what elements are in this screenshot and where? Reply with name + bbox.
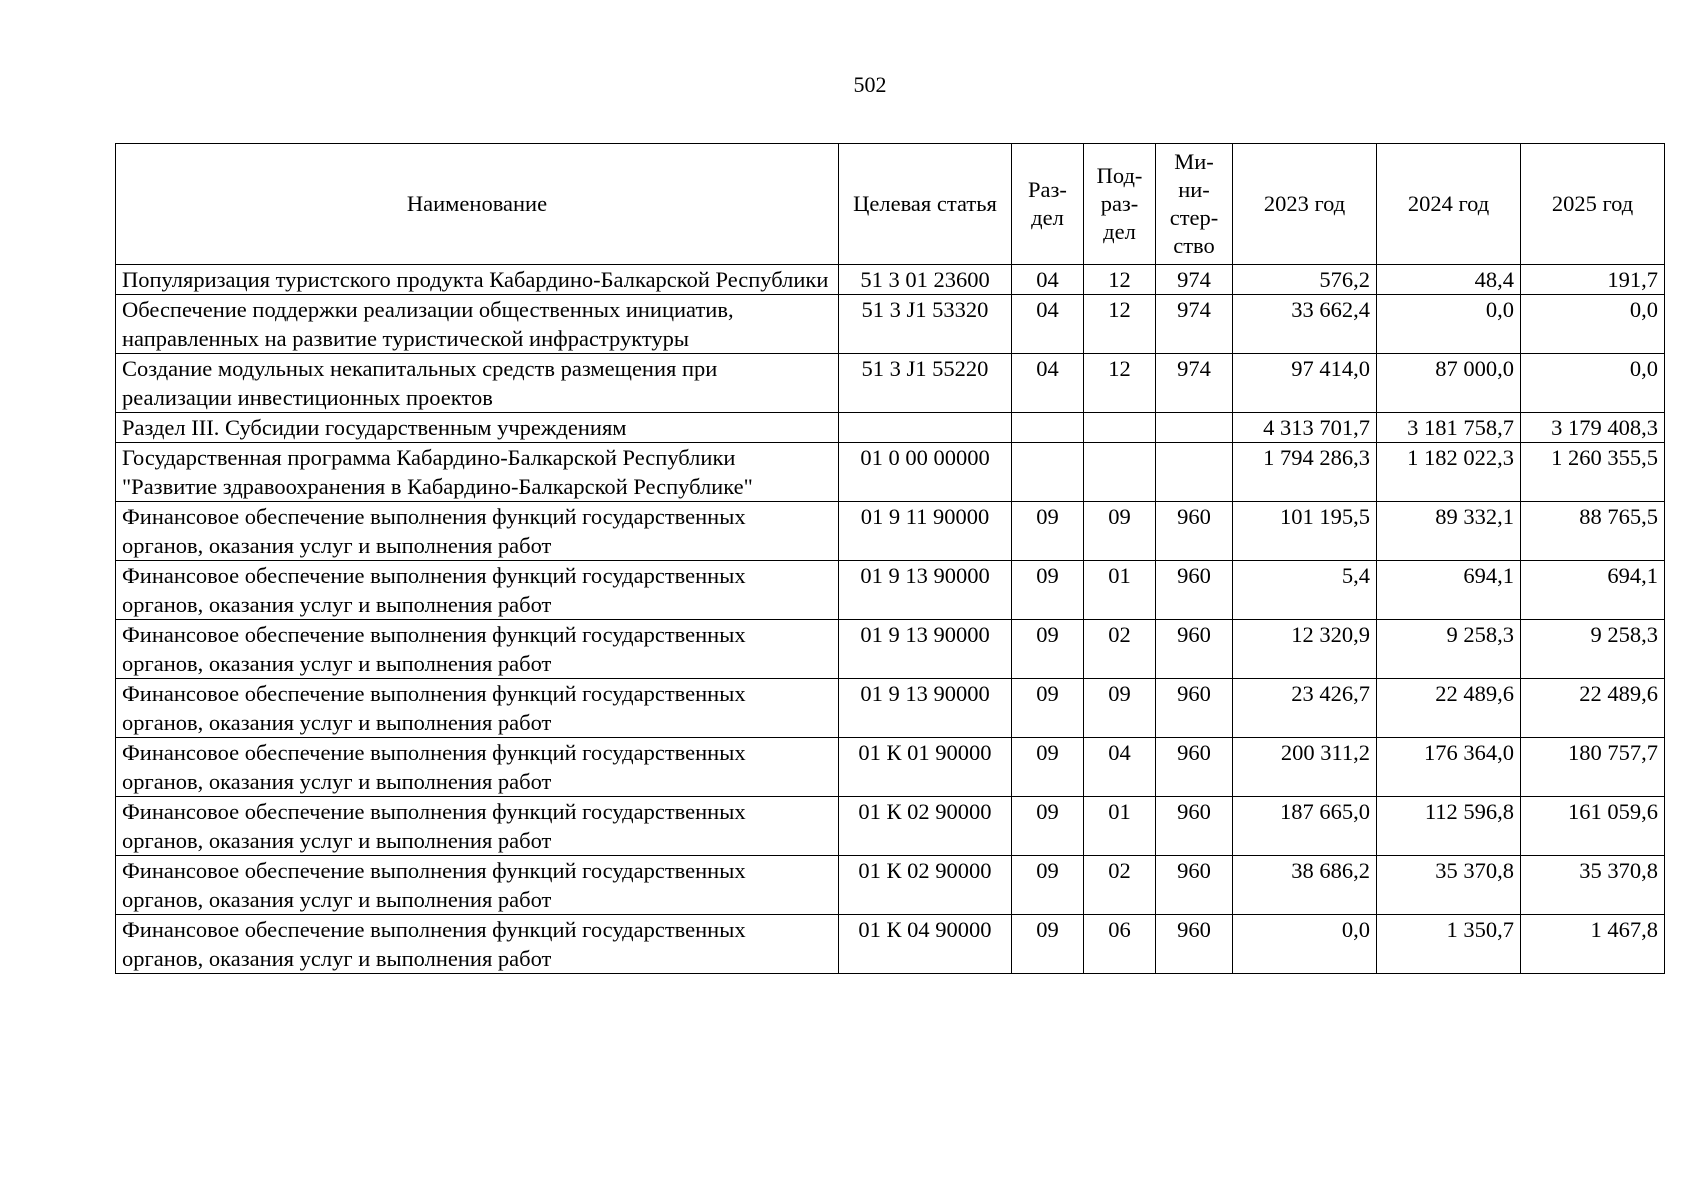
cell-name: Раздел III. Субсидии государственным учреждениям: [116, 413, 839, 443]
cell-ministry: 960: [1156, 679, 1233, 738]
cell-year-2023: 187 665,0: [1233, 797, 1377, 856]
cell-year-2024: 89 332,1: [1377, 502, 1521, 561]
cell-razdel: 09: [1012, 502, 1084, 561]
table-row: [116, 295, 1665, 354]
cell-year-2024: 22 489,6: [1377, 679, 1521, 738]
page-number: 502: [853, 72, 887, 97]
cell-year-2024: 3 181 758,7: [1377, 413, 1521, 443]
header-razdel: Раз-дел: [1012, 144, 1084, 265]
cell-code: 01 0 00 00000: [839, 443, 1012, 502]
cell-code: 51 3 J1 55220: [839, 354, 1012, 413]
cell-code: 01 9 13 90000: [839, 679, 1012, 738]
cell-razdel: 09: [1012, 915, 1084, 974]
cell-ministry: 974: [1156, 354, 1233, 413]
cell-razdel: 09: [1012, 797, 1084, 856]
cell-year-2025: 88 765,5: [1521, 502, 1665, 561]
cell-year-2024: 112 596,8: [1377, 797, 1521, 856]
cell-code: 01 К 01 90000: [839, 738, 1012, 797]
cell-razdel: 09: [1012, 738, 1084, 797]
cell-razdel: 04: [1012, 265, 1084, 295]
cell-year-2024: 1 350,7: [1377, 915, 1521, 974]
cell-razdel: 09: [1012, 856, 1084, 915]
table-row: [116, 354, 1665, 413]
cell-year-2024: 1 182 022,3: [1377, 443, 1521, 502]
cell-code: 51 3 01 23600: [839, 265, 1012, 295]
cell-code: 01 9 11 90000: [839, 502, 1012, 561]
cell-ministry: 960: [1156, 561, 1233, 620]
header-year-2023: 2023 год: [1233, 144, 1377, 265]
table-row: [116, 413, 1665, 443]
cell-year-2024: 87 000,0: [1377, 354, 1521, 413]
cell-podrazdel: 06: [1084, 915, 1156, 974]
cell-name: Финансовое обеспечение выполнения функций государственных органов, оказания услуг и выполнения работ: [116, 915, 839, 974]
header-year-2024: 2024 год: [1377, 144, 1521, 265]
header-code: Целевая статья: [839, 144, 1012, 265]
cell-code: 01 9 13 90000: [839, 620, 1012, 679]
table-row: [116, 443, 1665, 502]
cell-year-2024: 694,1: [1377, 561, 1521, 620]
cell-year-2025: 180 757,7: [1521, 738, 1665, 797]
cell-razdel: [1012, 413, 1084, 443]
cell-year-2023: 38 686,2: [1233, 856, 1377, 915]
header-ministry: Ми-ни-стер-ство: [1156, 144, 1233, 265]
table-row: [116, 679, 1665, 738]
cell-podrazdel: 12: [1084, 295, 1156, 354]
cell-podrazdel: 09: [1084, 502, 1156, 561]
cell-year-2025: 1 467,8: [1521, 915, 1665, 974]
cell-name: Финансовое обеспечение выполнения функций государственных органов, оказания услуг и выполнения работ: [116, 679, 839, 738]
cell-razdel: 09: [1012, 561, 1084, 620]
cell-podrazdel: 04: [1084, 738, 1156, 797]
cell-year-2025: 35 370,8: [1521, 856, 1665, 915]
cell-podrazdel: [1084, 443, 1156, 502]
cell-name: Финансовое обеспечение выполнения функций государственных органов, оказания услуг и выполнения работ: [116, 797, 839, 856]
cell-razdel: 09: [1012, 679, 1084, 738]
cell-year-2023: 97 414,0: [1233, 354, 1377, 413]
cell-name: Популяризация туристского продукта Кабардино-Балкарской Республики: [116, 265, 839, 295]
cell-ministry: [1156, 443, 1233, 502]
table-row: [116, 502, 1665, 561]
cell-year-2023: 4 313 701,7: [1233, 413, 1377, 443]
table-row: [116, 561, 1665, 620]
cell-ministry: 974: [1156, 265, 1233, 295]
cell-year-2023: 200 311,2: [1233, 738, 1377, 797]
cell-year-2023: 33 662,4: [1233, 295, 1377, 354]
cell-razdel: 09: [1012, 620, 1084, 679]
table-row: [116, 797, 1665, 856]
cell-ministry: 960: [1156, 797, 1233, 856]
cell-name: Финансовое обеспечение выполнения функций государственных органов, оказания услуг и выполнения работ: [116, 738, 839, 797]
cell-year-2025: 161 059,6: [1521, 797, 1665, 856]
cell-year-2024: 48,4: [1377, 265, 1521, 295]
table-row: [116, 915, 1665, 974]
cell-name: Государственная программа Кабардино-Балкарской Республики "Развитие здравоохранения в Кабардино-Балкарской Республике": [116, 443, 839, 502]
table-row: [116, 856, 1665, 915]
cell-razdel: 04: [1012, 354, 1084, 413]
cell-ministry: 960: [1156, 738, 1233, 797]
cell-year-2025: 0,0: [1521, 295, 1665, 354]
header-podrazdel: Под-раз-дел: [1084, 144, 1156, 265]
cell-code: 51 3 J1 53320: [839, 295, 1012, 354]
cell-year-2025: 9 258,3: [1521, 620, 1665, 679]
cell-podrazdel: [1084, 413, 1156, 443]
cell-year-2023: 576,2: [1233, 265, 1377, 295]
cell-ministry: 960: [1156, 502, 1233, 561]
cell-year-2025: 191,7: [1521, 265, 1665, 295]
cell-year-2023: 101 195,5: [1233, 502, 1377, 561]
table-row: [116, 265, 1665, 295]
table-row: [116, 620, 1665, 679]
table-row: [116, 738, 1665, 797]
cell-podrazdel: 12: [1084, 354, 1156, 413]
header-name: Наименование: [116, 144, 839, 265]
cell-name: Создание модульных некапитальных средств размещения при реализации инвестиционных проектов: [116, 354, 839, 413]
cell-year-2025: 3 179 408,3: [1521, 413, 1665, 443]
header-year-2025: 2025 год: [1521, 144, 1665, 265]
cell-ministry: 960: [1156, 620, 1233, 679]
cell-podrazdel: 01: [1084, 561, 1156, 620]
cell-name: Обеспечение поддержки реализации общественных инициатив, направленных на развитие туристической инфраструктуры: [116, 295, 839, 354]
cell-podrazdel: 09: [1084, 679, 1156, 738]
cell-ministry: [1156, 413, 1233, 443]
cell-year-2023: 0,0: [1233, 915, 1377, 974]
cell-name: Финансовое обеспечение выполнения функций государственных органов, оказания услуг и выполнения работ: [116, 502, 839, 561]
cell-year-2025: 22 489,6: [1521, 679, 1665, 738]
cell-year-2024: 176 364,0: [1377, 738, 1521, 797]
cell-year-2023: 1 794 286,3: [1233, 443, 1377, 502]
cell-code: [839, 413, 1012, 443]
cell-year-2024: 9 258,3: [1377, 620, 1521, 679]
cell-name: Финансовое обеспечение выполнения функций государственных органов, оказания услуг и выполнения работ: [116, 620, 839, 679]
cell-year-2023: 23 426,7: [1233, 679, 1377, 738]
budget-table: [115, 143, 1665, 974]
cell-ministry: 974: [1156, 295, 1233, 354]
cell-code: 01 9 13 90000: [839, 561, 1012, 620]
cell-ministry: 960: [1156, 856, 1233, 915]
cell-podrazdel: 02: [1084, 620, 1156, 679]
cell-podrazdel: 01: [1084, 797, 1156, 856]
cell-year-2025: 694,1: [1521, 561, 1665, 620]
cell-code: 01 К 02 90000: [839, 797, 1012, 856]
cell-year-2024: 35 370,8: [1377, 856, 1521, 915]
cell-ministry: 960: [1156, 915, 1233, 974]
cell-year-2024: 0,0: [1377, 295, 1521, 354]
cell-year-2023: 5,4: [1233, 561, 1377, 620]
cell-code: 01 К 04 90000: [839, 915, 1012, 974]
table-body: [116, 265, 1665, 974]
cell-year-2025: 1 260 355,5: [1521, 443, 1665, 502]
cell-podrazdel: 12: [1084, 265, 1156, 295]
cell-code: 01 К 02 90000: [839, 856, 1012, 915]
cell-name: Финансовое обеспечение выполнения функций государственных органов, оказания услуг и выполнения работ: [116, 561, 839, 620]
cell-razdel: 04: [1012, 295, 1084, 354]
cell-year-2025: 0,0: [1521, 354, 1665, 413]
cell-razdel: [1012, 443, 1084, 502]
cell-name: Финансовое обеспечение выполнения функций государственных органов, оказания услуг и выполнения работ: [116, 856, 839, 915]
table-header-row: [116, 144, 1665, 265]
cell-year-2023: 12 320,9: [1233, 620, 1377, 679]
cell-podrazdel: 02: [1084, 856, 1156, 915]
